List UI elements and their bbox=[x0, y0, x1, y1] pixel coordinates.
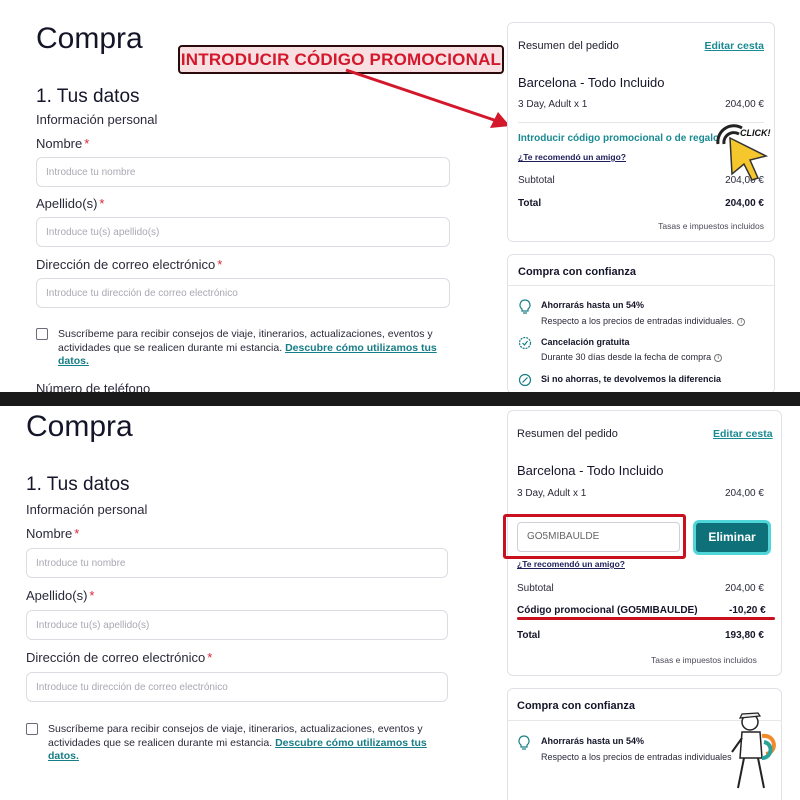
phone-label: Número de teléfono bbox=[36, 381, 151, 392]
email-label: Dirección de correo electrónico * bbox=[26, 650, 213, 665]
discount-label: Código promocional (GO5MIBAULDE) bbox=[517, 605, 698, 616]
last-name-input[interactable] bbox=[36, 217, 450, 247]
personal-info-heading: Información personal bbox=[36, 112, 158, 127]
trust-item-head: Si no ahorras, te devolvemos la diferencia bbox=[541, 374, 722, 384]
email-input[interactable] bbox=[26, 672, 448, 702]
remove-promo-button[interactable]: Eliminar bbox=[693, 520, 771, 555]
trust-item-head: Ahorrarás hasta un 54% bbox=[541, 300, 645, 310]
last-name-label: Apellido(s) * bbox=[36, 196, 105, 211]
callout-arrow-icon bbox=[340, 66, 520, 136]
email-input[interactable] bbox=[36, 278, 450, 308]
order-summary-title: Resumen del pedido bbox=[517, 428, 618, 440]
info-icon[interactable]: i bbox=[714, 354, 722, 362]
promo-code-link[interactable]: Introducir código promocional o de regalo bbox=[518, 133, 720, 144]
trust-divider bbox=[508, 285, 774, 286]
last-name-label: Apellido(s) * bbox=[26, 588, 95, 603]
product-name: Barcelona - Todo Incluido bbox=[518, 75, 665, 90]
tax-note: Tasas e impuestos incluidos bbox=[651, 655, 757, 665]
discount-highlight-underline bbox=[517, 617, 775, 620]
lightbulb-icon bbox=[518, 299, 532, 315]
line-price: 204,00 € bbox=[725, 99, 764, 110]
first-name-input[interactable] bbox=[26, 548, 448, 578]
click-label: CLICK! bbox=[740, 128, 771, 138]
total-label: Total bbox=[517, 630, 541, 641]
percent-badge-icon bbox=[518, 373, 532, 387]
click-cursor-icon bbox=[712, 122, 772, 182]
referral-link[interactable]: ¿Te recomendó un amigo? bbox=[517, 559, 625, 569]
trust-item-desc: Durante 30 días desde la fecha de compra i bbox=[541, 352, 722, 362]
panel-divider bbox=[0, 392, 800, 406]
discount-value: -10,20 € bbox=[729, 605, 766, 616]
total-label: Total bbox=[518, 198, 542, 209]
personal-info-heading: Información personal bbox=[26, 502, 148, 517]
promo-callout: INTRODUCIR CÓDIGO PROMOCIONAL bbox=[178, 45, 504, 74]
newsletter-checkbox[interactable] bbox=[26, 723, 38, 735]
lightbulb-icon bbox=[517, 735, 531, 751]
newsletter-consent: Suscríbeme para recibir consejos de viaje, itinerarios, actualizaciones, eventos y actividades que se realicen durante mi estancia. Descubre cómo utilizamos tus datos. bbox=[58, 328, 437, 367]
section-title: 1. Tus datos bbox=[26, 474, 130, 495]
trust-item-desc: Respecto a los precios de entradas individuales bbox=[541, 752, 732, 762]
trust-title: Compra con confianza bbox=[517, 700, 635, 712]
section-title: 1. Tus datos bbox=[36, 86, 140, 107]
top-panel bbox=[0, 0, 800, 392]
page-title: Compra bbox=[36, 22, 143, 55]
data-usage-link[interactable]: Descubre cómo utilizamos tus datos. bbox=[58, 341, 437, 367]
promo-code-input[interactable]: GO5MIBAULDE bbox=[517, 522, 680, 552]
trust-item-head: Cancelación gratuita bbox=[541, 337, 630, 347]
first-name-label: Nombre * bbox=[26, 526, 80, 541]
email-label: Dirección de correo electrónico * bbox=[36, 257, 223, 272]
badge-icon bbox=[518, 336, 532, 350]
line-item: 3 Day, Adult x 1 bbox=[518, 99, 588, 110]
newsletter-consent: Suscríbeme para recibir consejos de viaje, itinerarios, actualizaciones, eventos y actividades que se realicen durante mi estancia. Descubre cómo utilizamos tus datos. bbox=[48, 723, 427, 762]
traveler-mascot-icon bbox=[728, 708, 794, 792]
line-price: 204,00 € bbox=[725, 488, 764, 499]
subtotal-value: 204,00 € bbox=[725, 583, 764, 594]
page-title: Compra bbox=[26, 410, 133, 443]
data-usage-link[interactable]: Descubre cómo utilizamos tus datos. bbox=[48, 736, 427, 762]
referral-link[interactable]: ¿Te recomendó un amigo? bbox=[518, 152, 626, 162]
total-value: 204,00 € bbox=[725, 198, 764, 209]
trust-item-desc: Respecto a los precios de entradas individuales. i bbox=[541, 316, 745, 326]
subtotal-value: 204,00 € bbox=[725, 175, 764, 186]
line-item: 3 Day, Adult x 1 bbox=[517, 488, 587, 499]
first-name-input[interactable] bbox=[36, 157, 450, 187]
total-value: 193,80 € bbox=[725, 630, 764, 641]
trust-title: Compra con confianza bbox=[518, 266, 636, 278]
product-name: Barcelona - Todo Incluido bbox=[517, 463, 664, 478]
last-name-input[interactable] bbox=[26, 610, 448, 640]
subtotal-label: Subtotal bbox=[517, 583, 554, 594]
info-icon[interactable]: i bbox=[737, 318, 745, 326]
edit-cart-link[interactable]: Editar cesta bbox=[713, 428, 773, 440]
trust-card bbox=[507, 254, 775, 392]
order-summary-title: Resumen del pedido bbox=[518, 40, 619, 52]
trust-item-head: Ahorrarás hasta un 54% bbox=[541, 736, 645, 746]
first-name-label: Nombre * bbox=[36, 136, 90, 151]
tax-note: Tasas e impuestos incluidos bbox=[658, 221, 764, 231]
promo-highlight-frame bbox=[503, 514, 686, 559]
edit-cart-link[interactable]: Editar cesta bbox=[704, 40, 764, 52]
subtotal-label: Subtotal bbox=[518, 175, 555, 186]
newsletter-checkbox[interactable] bbox=[36, 328, 48, 340]
